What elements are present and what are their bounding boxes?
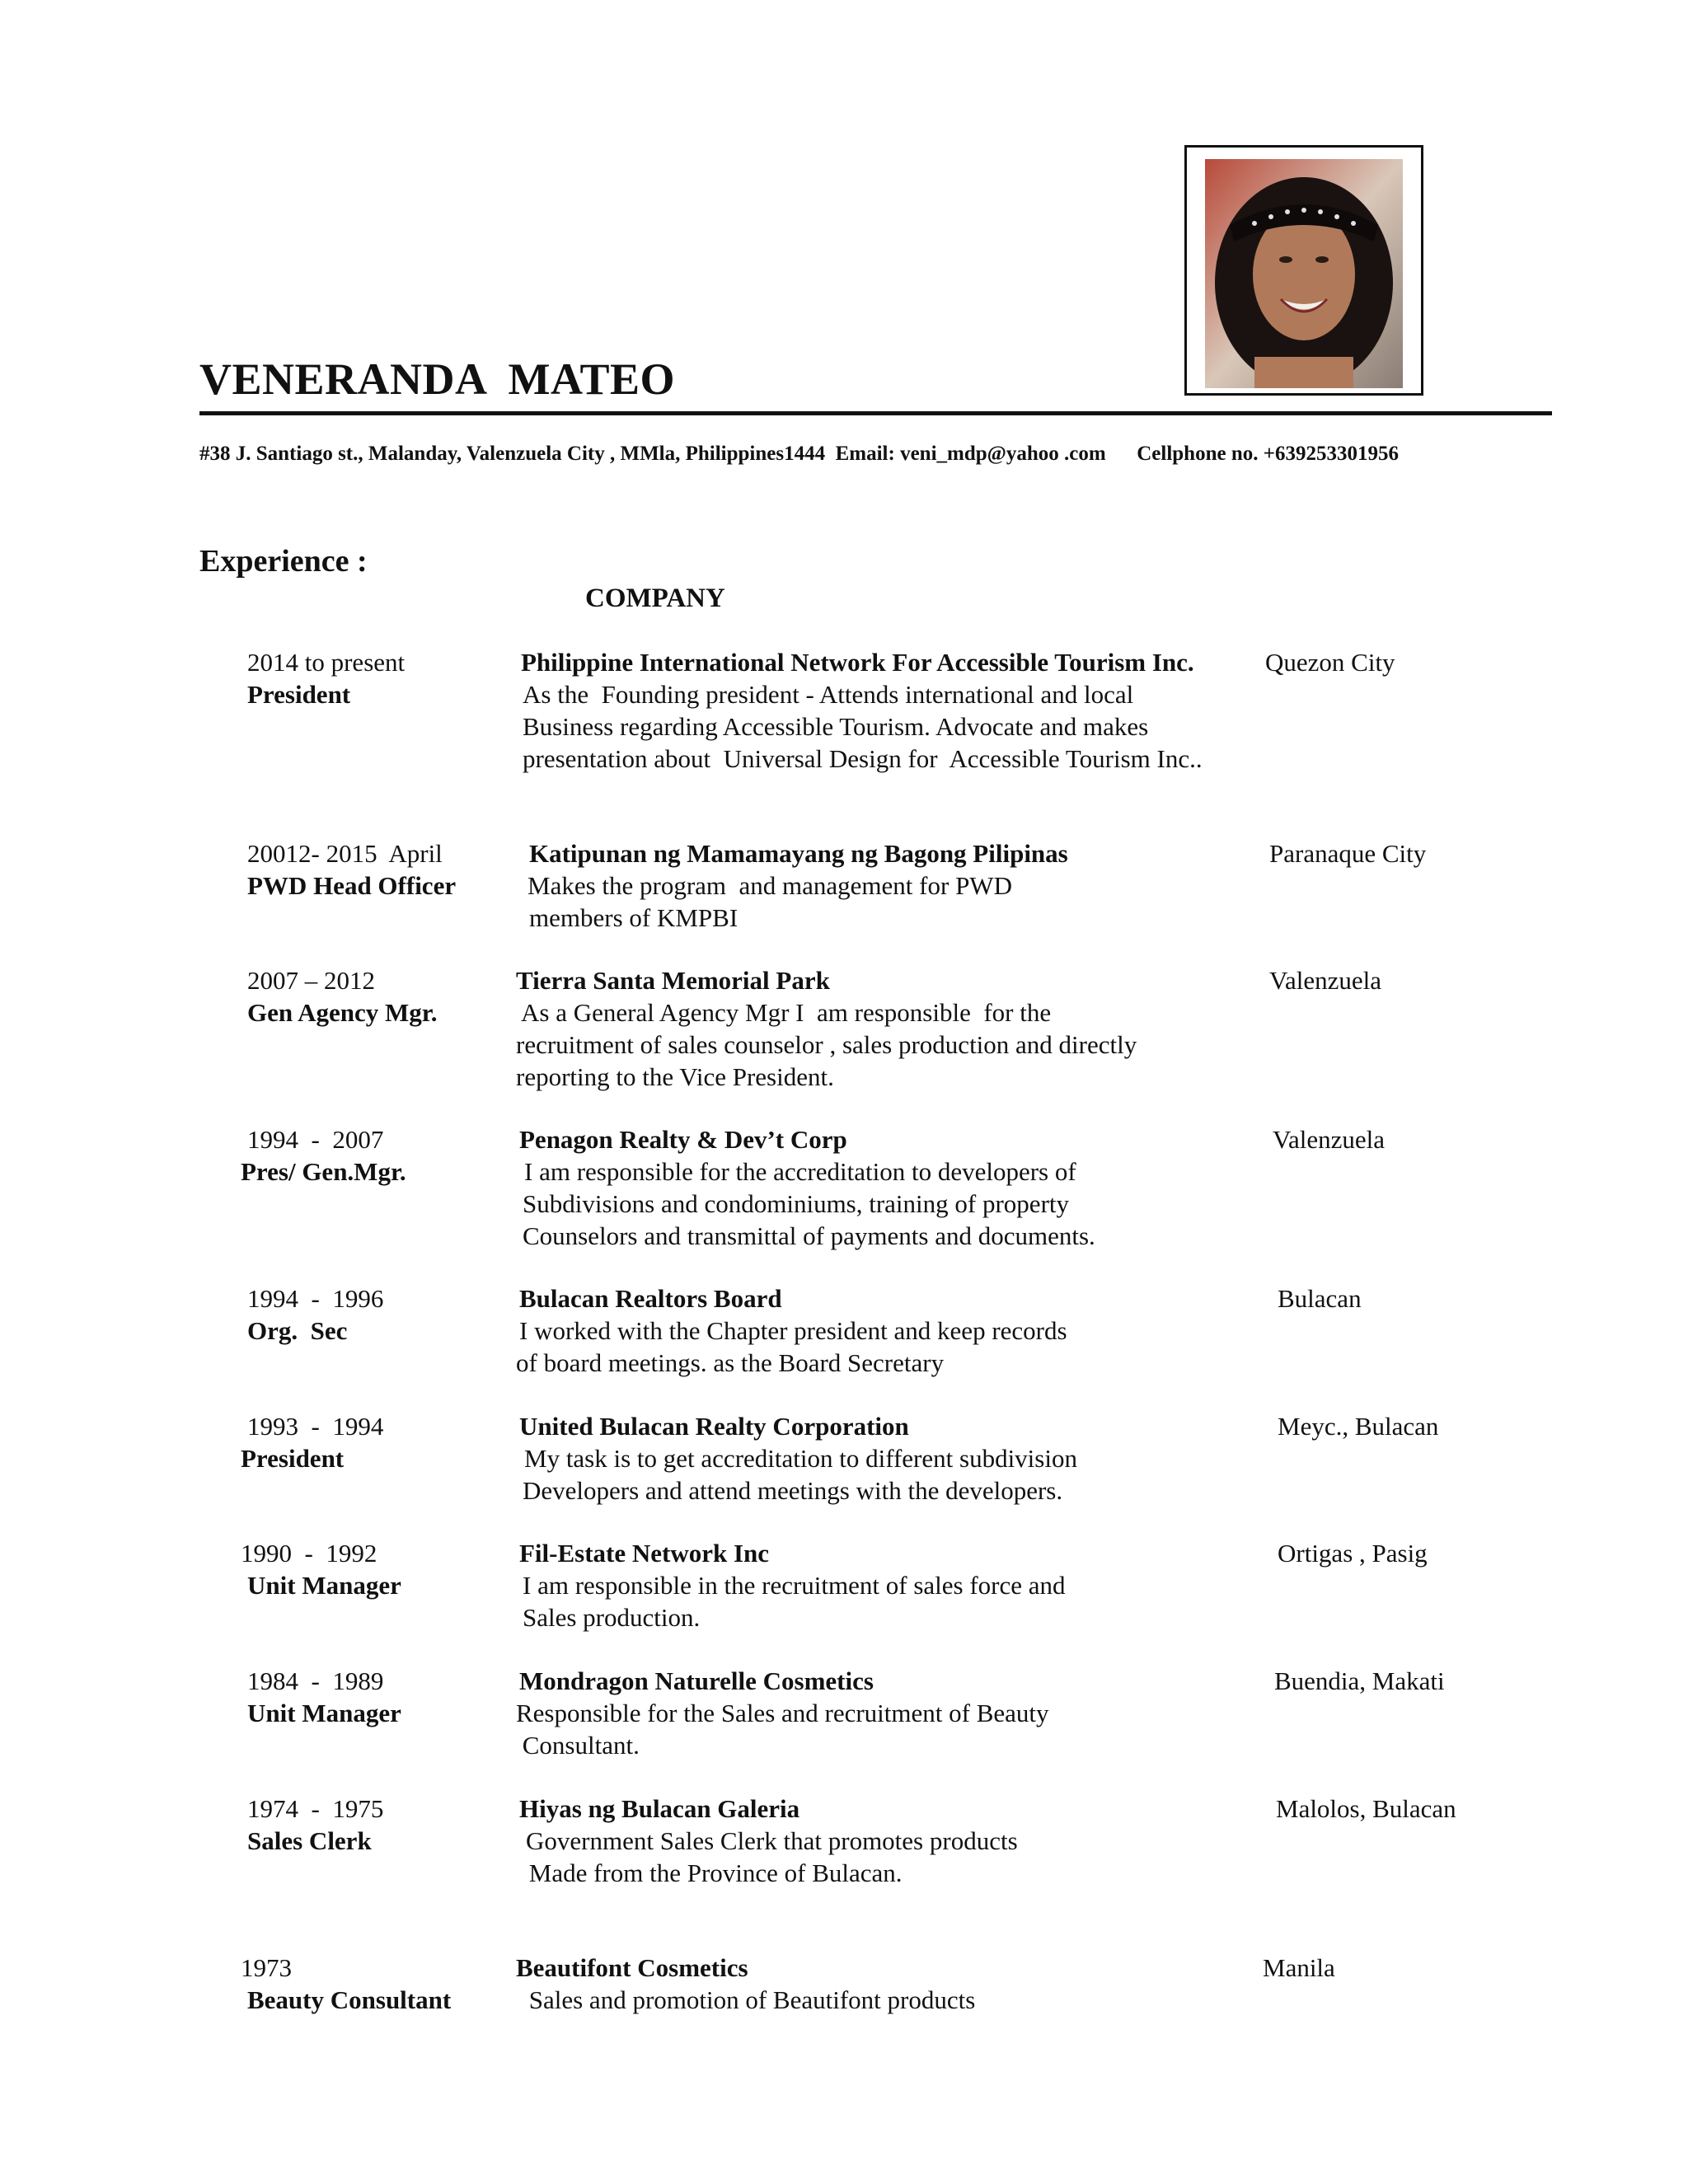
- entry-description-line: of board meetings. as the Board Secretary: [516, 1348, 945, 1377]
- entry-location: Meyc., Bulacan: [1278, 1412, 1439, 1441]
- entry-role: Gen Agency Mgr.: [247, 998, 438, 1027]
- entry-description-line: Counselors and transmittal of payments and documents.: [523, 1221, 1095, 1250]
- entry-date: 1993 - 1994: [247, 1412, 384, 1441]
- entry-description-line: As a General Agency Mgr I am responsible for the: [516, 998, 1052, 1027]
- contact-info: #38 J. Santiago st., Malanday, Valenzuela City , MMla, Philippines1444 Email: veni_mdp@yahoo .com Cellphone no. +639253301956: [199, 443, 1399, 465]
- entry-description-line: Developers and attend meetings with the developers.: [523, 1476, 1063, 1505]
- entry-company: Mondragon Naturelle Cosmetics: [519, 1666, 874, 1695]
- entry-location: Valenzuela: [1273, 1125, 1385, 1154]
- entry-company: Beautifont Cosmetics: [516, 1953, 748, 1982]
- profile-photo: [1184, 145, 1423, 396]
- entry-date: 2007 – 2012: [247, 966, 375, 995]
- entry-description-line: Makes the program and management for PWD: [528, 871, 1012, 900]
- entry-company: United Bulacan Realty Corporation: [519, 1412, 909, 1441]
- entry-description-line: Government Sales Clerk that promotes products: [526, 1826, 1018, 1855]
- entry-description-line: presentation about Universal Design for Accessible Tourism Inc..: [523, 744, 1203, 773]
- entry-description-line: recruitment of sales counselor , sales production and directly: [516, 1030, 1137, 1059]
- entry-location: Paranaque City: [1269, 839, 1427, 868]
- entry-date: 1984 - 1989: [247, 1666, 384, 1695]
- candidate-name: VENERANDA MATEO: [199, 354, 676, 404]
- entry-location: Quezon City: [1265, 648, 1395, 677]
- entry-location: Malolos, Bulacan: [1276, 1794, 1456, 1823]
- entry-date: 1973: [241, 1953, 292, 1982]
- entry-role: Unit Manager: [247, 1571, 401, 1600]
- entry-date: 20012- 2015 April: [247, 839, 443, 868]
- entry-location: Bulacan: [1278, 1284, 1362, 1313]
- entry-role: Org. Sec: [247, 1316, 348, 1345]
- entry-description-line: Responsible for the Sales and recruitment of Beauty: [516, 1699, 1049, 1727]
- entry-company: Fil-Estate Network Inc: [519, 1539, 770, 1568]
- entry-date: 2014 to present: [247, 648, 406, 677]
- entry-location: Buendia, Makati: [1274, 1666, 1445, 1695]
- entry-description-line: I am responsible in the recruitment of sales force and: [523, 1571, 1066, 1600]
- entry-role: Pres/ Gen.Mgr.: [241, 1157, 406, 1186]
- entry-description-line: I worked with the Chapter president and keep records: [519, 1316, 1067, 1345]
- profile-photo-image: [1205, 159, 1403, 388]
- entry-location: Valenzuela: [1269, 966, 1381, 995]
- entry-description-line: members of KMPBI: [529, 903, 738, 932]
- entry-role: Beauty Consultant: [247, 1985, 452, 2014]
- entry-company: Penagon Realty & Dev’t Corp: [519, 1125, 847, 1154]
- entry-description-line: My task is to get accreditation to different subdivision: [524, 1444, 1077, 1473]
- entry-date: 1974 - 1975: [247, 1794, 384, 1823]
- entry-role: Unit Manager: [247, 1699, 401, 1727]
- entry-company: Katipunan ng Mamamayang ng Bagong Pilipinas: [529, 839, 1068, 868]
- entry-location: Manila: [1263, 1953, 1335, 1982]
- entry-role: President: [247, 680, 351, 709]
- entry-company: Tierra Santa Memorial Park: [516, 966, 830, 995]
- entry-date: 1994 - 2007: [247, 1125, 384, 1154]
- entry-role: President: [241, 1444, 345, 1473]
- entry-company: Philippine International Network For Accessible Tourism Inc.: [521, 648, 1194, 677]
- company-column-header: COMPANY: [585, 583, 725, 613]
- entry-description-line: As the Founding president - Attends international and local: [523, 680, 1134, 709]
- entry-description-line: Made from the Province of Bulacan.: [523, 1858, 903, 1887]
- entry-description-line: Business regarding Accessible Tourism. Advocate and makes: [523, 712, 1149, 741]
- entry-description-line: Consultant.: [516, 1731, 640, 1760]
- experience-heading: Experience :: [199, 544, 368, 579]
- entry-description-line: Sales production.: [523, 1603, 701, 1632]
- name-divider: [199, 411, 1552, 415]
- entry-description-line: reporting to the Vice President.: [516, 1062, 834, 1091]
- entry-location: Ortigas , Pasig: [1278, 1539, 1428, 1568]
- entry-role: PWD Head Officer: [247, 871, 457, 900]
- entry-company: Hiyas ng Bulacan Galeria: [519, 1794, 800, 1823]
- entry-description-line: I am responsible for the accreditation to developers of: [524, 1157, 1076, 1186]
- entry-company: Bulacan Realtors Board: [519, 1284, 782, 1313]
- entry-date: 1994 - 1996: [247, 1284, 384, 1313]
- entry-description-line: Subdivisions and condominiums, training of property: [523, 1189, 1070, 1218]
- entry-role: Sales Clerk: [247, 1826, 372, 1855]
- entry-date: 1990 - 1992: [241, 1539, 377, 1568]
- entry-description-line: Sales and promotion of Beautifont products: [523, 1985, 976, 2014]
